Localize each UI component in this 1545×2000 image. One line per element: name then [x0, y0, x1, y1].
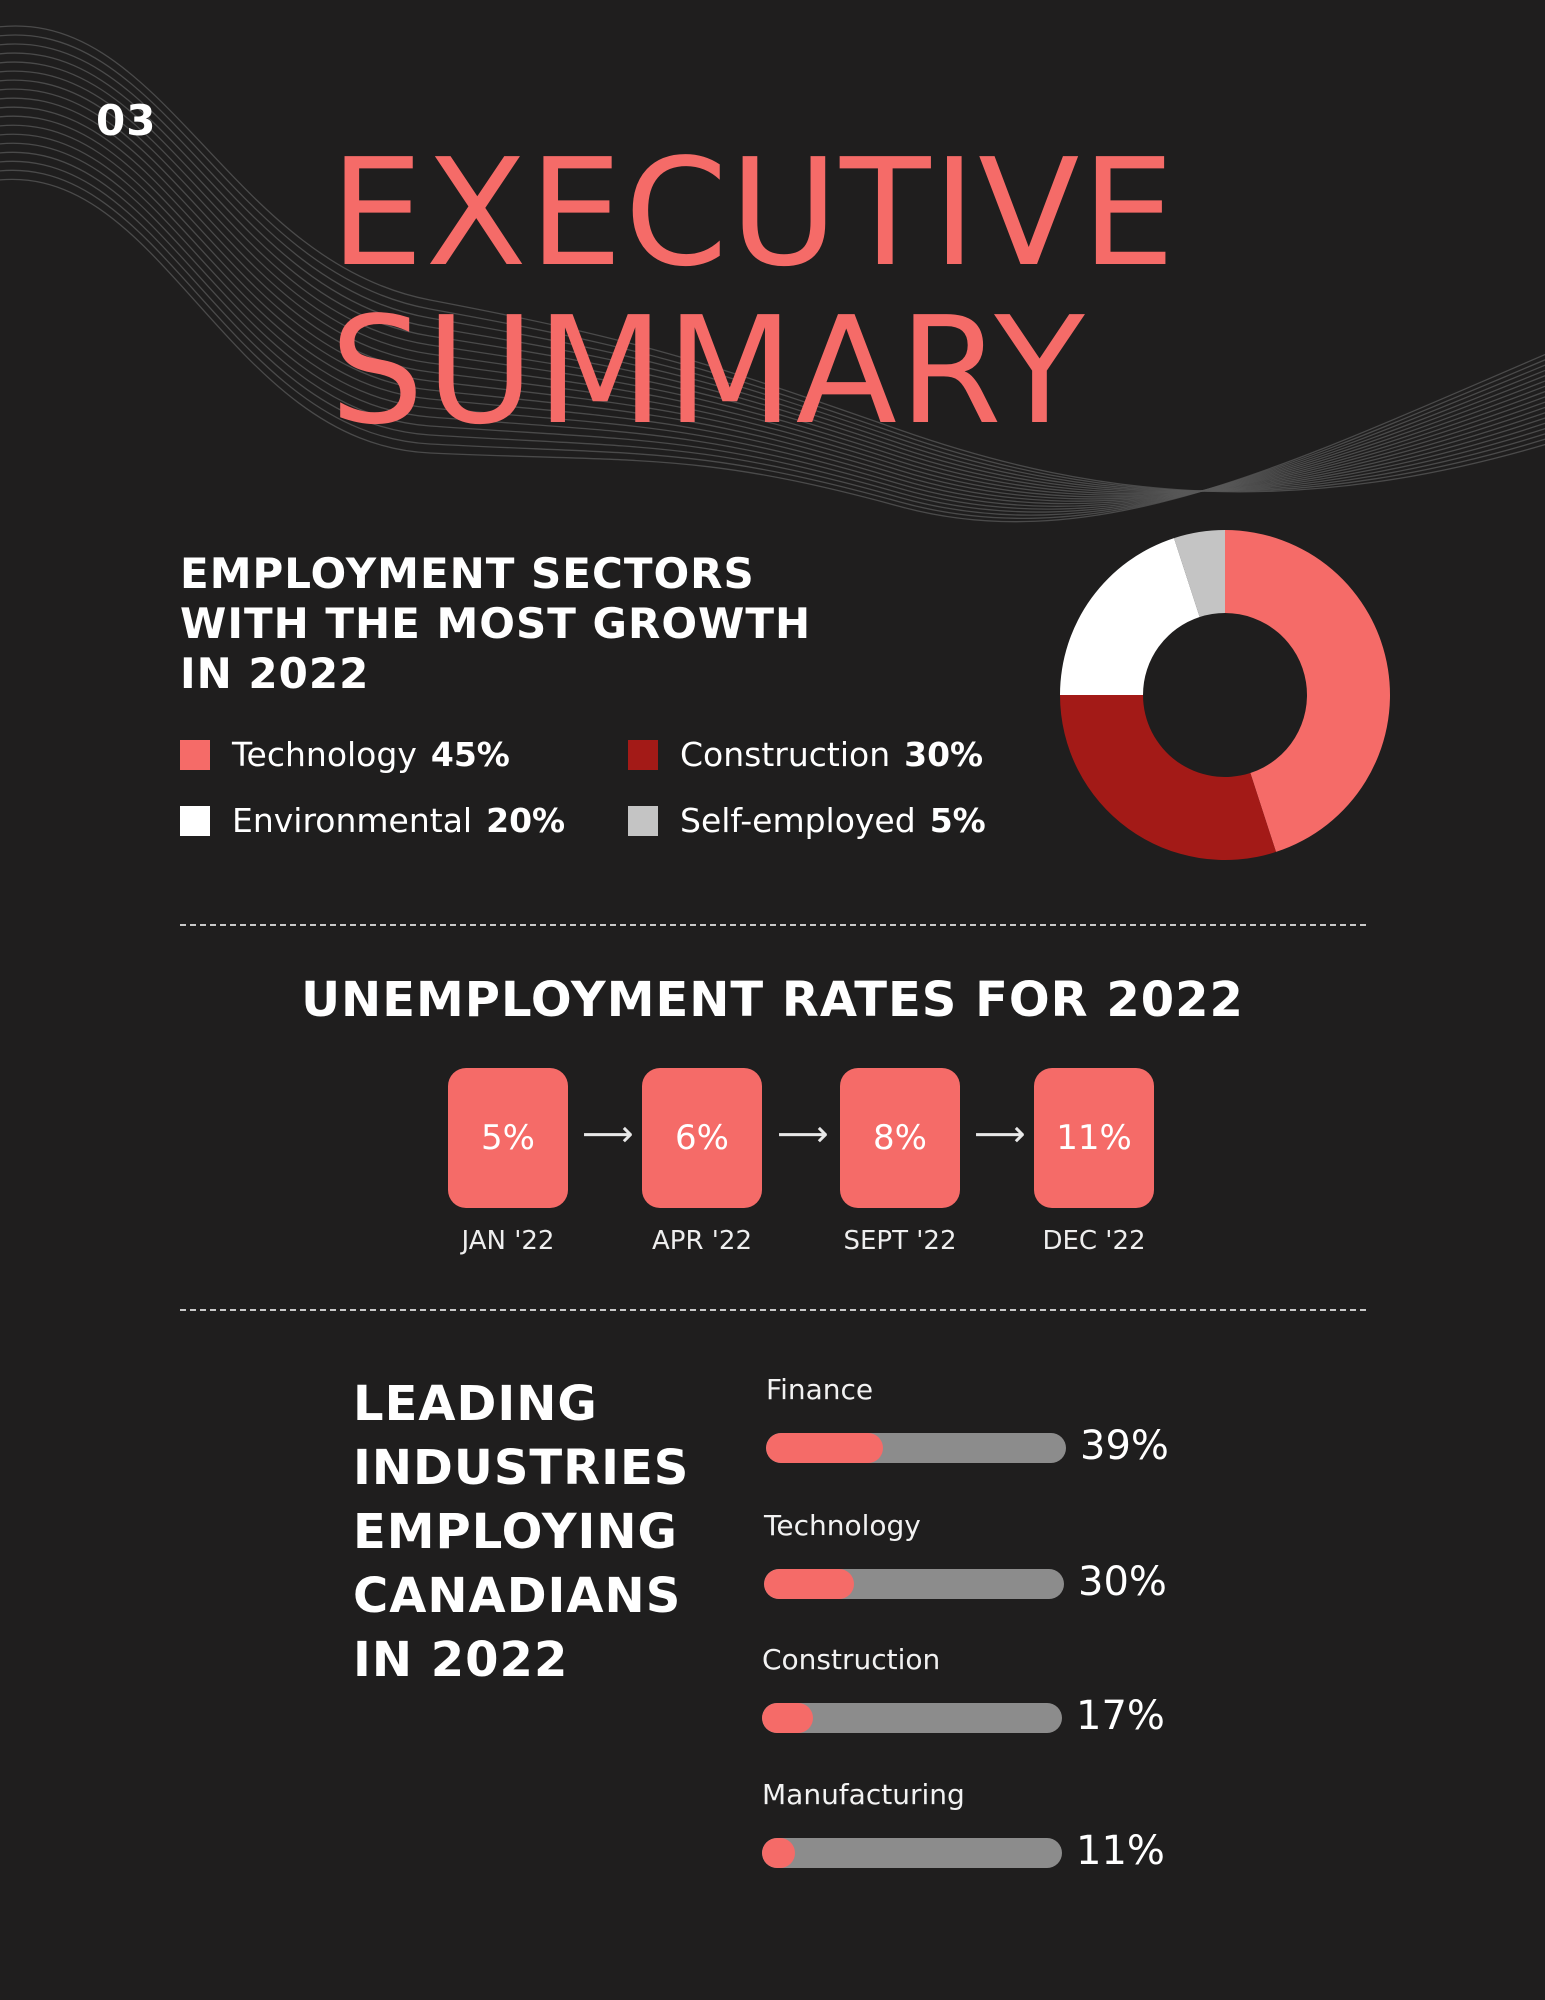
- bar-label: Technology: [764, 1509, 921, 1542]
- rate-box-sept: 8%: [840, 1068, 960, 1208]
- industries-heading-line: INDUSTRIES: [353, 1440, 690, 1496]
- industries-heading-line: EMPLOYING: [353, 1504, 678, 1560]
- legend-label: Technology: [232, 735, 417, 774]
- page-title-line-1: EXECUTIVE: [330, 127, 1177, 299]
- progress-track: [766, 1433, 1066, 1463]
- legend-swatch: [628, 740, 658, 770]
- month-label: JAN '22: [461, 1226, 555, 1256]
- industries-heading-line: IN 2022: [353, 1632, 569, 1688]
- progress-fill: [762, 1838, 795, 1868]
- legend-item-technology: [180, 735, 510, 774]
- bar-percent: 39%: [1080, 1423, 1169, 1469]
- sectors-donut-chart: [1055, 525, 1395, 865]
- month-label: APR '22: [651, 1226, 753, 1256]
- legend-label: Environmental: [232, 801, 473, 840]
- legend-swatch: [180, 806, 210, 836]
- bar-percent: 17%: [1076, 1693, 1165, 1739]
- month-label: DEC '22: [1042, 1226, 1146, 1256]
- page-number: 03: [96, 96, 157, 145]
- legend-percent: 45%: [430, 735, 510, 774]
- donut-slice-environmental: [1060, 538, 1200, 695]
- legend-swatch: [628, 806, 658, 836]
- unemployment-heading: UNEMPLOYMENT RATES FOR 2022: [301, 972, 1244, 1028]
- bar-percent: 11%: [1076, 1828, 1165, 1874]
- bar-label: Manufacturing: [762, 1778, 965, 1811]
- rate-box-apr: 6%: [642, 1068, 762, 1208]
- legend-percent: 20%: [486, 801, 566, 840]
- legend-percent: 30%: [904, 735, 984, 774]
- legend-percent: 5%: [929, 801, 986, 840]
- sectors-heading-line: WITH THE MOST GROWTH: [180, 599, 812, 648]
- legend-label: Self-employed: [680, 801, 916, 840]
- industries-heading-line: CANADIANS: [353, 1568, 682, 1624]
- legend-swatch: [180, 740, 210, 770]
- divider: [180, 924, 1366, 926]
- progress-track: [764, 1569, 1064, 1599]
- progress-fill: [764, 1569, 854, 1599]
- bar-percent: 30%: [1078, 1559, 1167, 1605]
- arrow-right-icon: ⟶: [974, 1114, 1026, 1155]
- bar-label: Construction: [762, 1643, 941, 1676]
- arrow-right-icon: ⟶: [582, 1114, 634, 1155]
- arrow-right-icon: ⟶: [777, 1114, 829, 1155]
- progress-fill: [762, 1703, 813, 1733]
- legend-item-environmental: [180, 801, 565, 840]
- sectors-heading-line: IN 2022: [180, 649, 370, 698]
- industries-heading: [353, 1372, 689, 1692]
- rate-box-jan: 5%: [448, 1068, 568, 1208]
- industries-heading-line: LEADING: [353, 1376, 598, 1432]
- donut-slice-construction: [1060, 695, 1276, 860]
- bar-label: Finance: [766, 1373, 874, 1406]
- sectors-heading: [180, 549, 811, 699]
- legend-item-self-employed: [628, 801, 986, 840]
- legend-item-construction: [628, 735, 983, 774]
- rate-box-dec: 11%: [1034, 1068, 1154, 1208]
- legend-label: Construction: [680, 735, 891, 774]
- progress-track: [762, 1838, 1062, 1868]
- page-title-line-2: SUMMARY: [330, 285, 1087, 457]
- progress-fill: [766, 1433, 883, 1463]
- progress-track: [762, 1703, 1062, 1733]
- month-label: SEPT '22: [843, 1226, 957, 1256]
- sectors-heading-line: EMPLOYMENT SECTORS: [180, 549, 755, 598]
- divider: [180, 1309, 1366, 1311]
